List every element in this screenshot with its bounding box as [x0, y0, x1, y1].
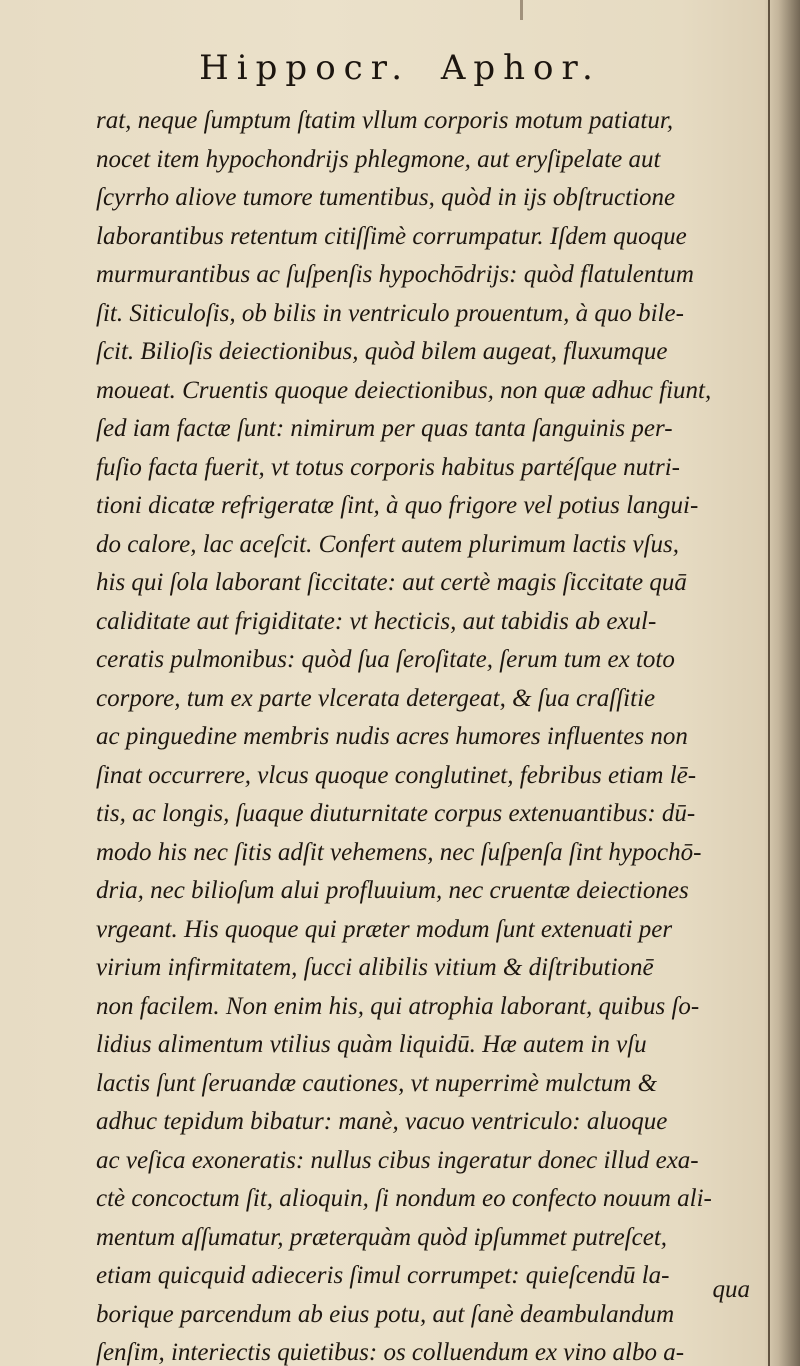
page-fold-mark: [520, 0, 523, 20]
running-head: [0, 38, 800, 98]
text-line: caliditate aut frigiditate: vt hecticis, aut tabidis ab exul-: [96, 607, 657, 635]
text-line: tioni dicatæ refrigeratæ ſint, à quo frigore vel potius langui-: [96, 492, 699, 519]
text-line: his qui ſola laborant ſiccitate: aut certè magis ſiccitate quā: [96, 569, 687, 596]
binding-edge: [768, 0, 770, 1366]
running-head-right: Aphor.: [440, 48, 601, 88]
text-line: ſenſim, interiectis quietibus: os colluendum ex vino albo a-: [96, 1339, 685, 1366]
text-line: ac veſica exoneratis: nullus cibus ingeratur donec illud exa-: [96, 1146, 699, 1174]
text-line: lidius alimentum vtilius quàm liquidū. Hæ autem in vſu: [96, 1031, 647, 1058]
text-line: ceratis pulmonibus: quòd ſua ſeroſitate, ſerum tum ex toto: [96, 646, 675, 673]
text-line: virium infirmitatem, ſucci alibilis vitium & diſtributionē: [96, 954, 654, 981]
text-line: modo his nec ſitis adſit vehemens, nec ſuſpenſa ſint hypochō-: [96, 838, 702, 866]
text-line: do calore, lac aceſcit. Confert autem plurimum lactis vſus,: [96, 530, 680, 558]
text-line: ſcyrrho aliove tumore tumentibus, quòd in ijs obſtructione: [96, 184, 676, 211]
running-head-left: Hippocr.: [199, 48, 411, 88]
text-line: vrgeant. His quoque qui præter modum ſunt extenuati per: [96, 915, 673, 943]
body-text: [96, 102, 764, 1366]
text-line: non facilem. Non enim his, qui atrophia laborant, quibus ſo-: [96, 992, 700, 1020]
text-line: ſcit. Bilioſis deiectionibus, quòd bilem augeat, fluxumque: [96, 338, 668, 365]
text-line: moueat. Cruentis quoque deiectionibus, non quæ adhuc fiunt,: [96, 376, 712, 404]
text-line: ſed iam factæ ſunt: nimirum per quas tanta ſanguinis per-: [96, 415, 673, 442]
text-line: fuſio facta fuerit, vt totus corporis habitus partéſque nutri-: [96, 453, 681, 481]
text-line: corpore, tum ex parte vlcerata detergeat, & ſua craſſitie: [96, 684, 656, 712]
text-line: ac pinguedine membris nudis acres humores influentes non: [96, 723, 688, 750]
text-line: ſit. Siticuloſis, ob bilis in ventriculo prouentum, à quo bile-: [96, 299, 684, 327]
text-line: rat, neque ſumptum ſtatim vllum corporis motum patiatur,: [96, 107, 674, 134]
text-line: mentum aſſumatur, præterquàm quòd ipſummet putreſcet,: [96, 1223, 668, 1251]
text-line: ctè concoctum ſit, alioquin, ſi nondum eo confecto nouum ali-: [96, 1185, 712, 1212]
text-line: nocet item hypochondrijs phlegmone, aut eryſipelate aut: [96, 145, 661, 173]
text-line: lactis ſunt ſeruandæ cautiones, vt nuperrimè mulctum &: [96, 1069, 658, 1097]
text-line: ſinat occurrere, vlcus quoque conglutinet, febribus etiam lē-: [96, 761, 697, 789]
text-line: adhuc tepidum bibatur: manè, vacuo ventriculo: aluoque: [96, 1108, 668, 1135]
text-line: tis, ac longis, ſuaque diuturnitate corpus extenuantibus: dū-: [96, 800, 696, 827]
text-line: laborantibus retentum citiſſimè corrumpatur. Iſdem quoque: [96, 222, 687, 250]
text-line: dria, nec bilioſum alui profluuium, nec cruentæ deiectiones: [96, 877, 689, 904]
text-line: borique parcendum ab eius potu, aut ſanè deambulandum: [96, 1300, 675, 1328]
text-line: murmurantibus ac ſuſpenſis hypochōdrijs: quòd flatulentum: [96, 261, 694, 288]
catchword: qua: [712, 1276, 750, 1303]
text-line: etiam quicquid adieceris ſimul corrumpet: quieſcendū la-: [96, 1262, 670, 1289]
